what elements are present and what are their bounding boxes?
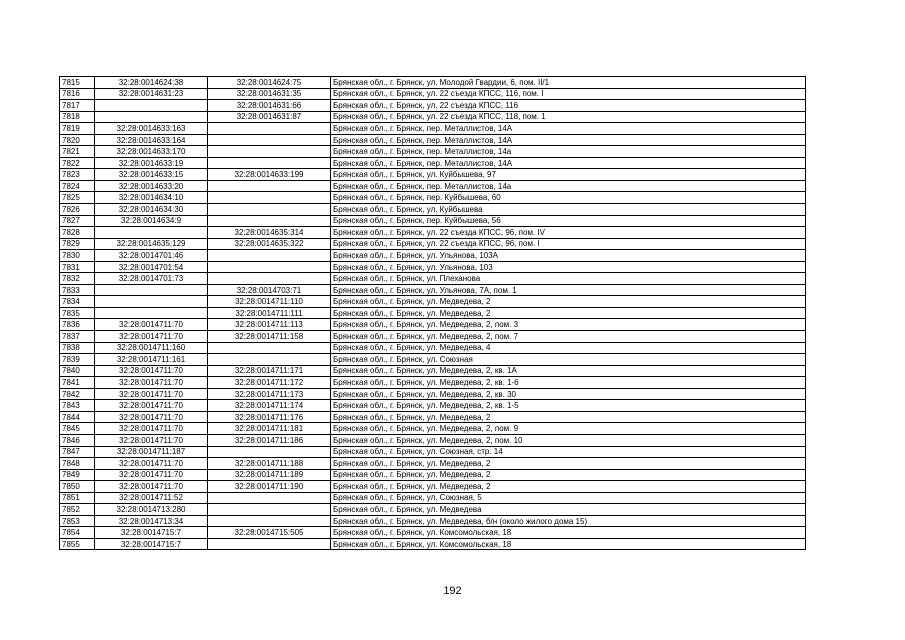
- address-cell: Брянская обл., г. Брянск, ул. Медведева, 2: [331, 411, 806, 423]
- cadastral-registry-table: [59, 76, 806, 550]
- object-cadastral-number-cell: 32:28:0014635:322: [208, 238, 331, 250]
- table-row: [60, 423, 806, 435]
- object-cadastral-number-cell: 32:28:0014635:314: [208, 227, 331, 239]
- object-cadastral-number-cell: [208, 538, 331, 550]
- row-number-cell: 7825: [60, 192, 95, 204]
- address-cell: Брянская обл., г. Брянск, ул. 22 съезда КПСС, 96, пом. I: [331, 238, 806, 250]
- object-cadastral-number-cell: [208, 180, 331, 192]
- row-number-cell: 7851: [60, 492, 95, 504]
- cadastral-number-cell: 32:28:0014701:73: [95, 273, 208, 285]
- cadastral-number-cell: [95, 307, 208, 319]
- row-number-cell: 7848: [60, 458, 95, 470]
- address-cell: Брянская обл., г. Брянск, ул. Медведева, б/н (около жилого дома 15): [331, 515, 806, 527]
- row-number-cell: 7842: [60, 388, 95, 400]
- address-cell: Брянская обл., г. Брянск, ул. Плеханова: [331, 273, 806, 285]
- row-number-cell: 7831: [60, 261, 95, 273]
- row-number-cell: 7830: [60, 250, 95, 262]
- table-row: [60, 481, 806, 493]
- address-cell: Брянская обл., г. Брянск, пер. Металлистов, 14а: [331, 180, 806, 192]
- table-row: [60, 377, 806, 389]
- table-row: [60, 446, 806, 458]
- address-cell: Брянская обл., г. Брянск, ул. Медведева, 2, кв. 1А: [331, 365, 806, 377]
- object-cadastral-number-cell: [208, 192, 331, 204]
- cadastral-number-cell: 32:28:0014711:70: [95, 469, 208, 481]
- address-cell: Брянская обл., г. Брянск, ул. Медведева, 2: [331, 458, 806, 470]
- row-number-cell: 7822: [60, 157, 95, 169]
- cadastral-number-cell: 32:28:0014711:70: [95, 377, 208, 389]
- address-cell: Брянская обл., г. Брянск, ул. Союзная, стр. 14: [331, 446, 806, 458]
- row-number-cell: 7836: [60, 319, 95, 331]
- cadastral-number-cell: 32:28:0014711:70: [95, 423, 208, 435]
- address-cell: Брянская обл., г. Брянск, ул. Ульянова, 7А, пом. 1: [331, 284, 806, 296]
- cadastral-number-cell: 32:28:0014711:160: [95, 342, 208, 354]
- table-row: [60, 354, 806, 366]
- address-cell: Брянская обл., г. Брянск, ул. Куйбышева, 97: [331, 169, 806, 181]
- address-cell: Брянская обл., г. Брянск, пер. Куйбышева, 60: [331, 192, 806, 204]
- cadastral-number-cell: [95, 111, 208, 123]
- row-number-cell: 7821: [60, 146, 95, 158]
- object-cadastral-number-cell: 32:28:0014711:174: [208, 400, 331, 412]
- cadastral-number-cell: 32:28:0014633:19: [95, 157, 208, 169]
- object-cadastral-number-cell: 32:28:0014711:173: [208, 388, 331, 400]
- object-cadastral-number-cell: 32:28:0014631:66: [208, 100, 331, 112]
- address-cell: Брянская обл., г. Брянск, ул. Медведева, 2: [331, 307, 806, 319]
- address-cell: Брянская обл., г. Брянск, ул. Медведева, 2, кв. 1-5: [331, 400, 806, 412]
- object-cadastral-number-cell: [208, 342, 331, 354]
- object-cadastral-number-cell: 32:28:0014711:171: [208, 365, 331, 377]
- row-number-cell: 7838: [60, 342, 95, 354]
- table-row: [60, 238, 806, 250]
- cadastral-number-cell: [95, 296, 208, 308]
- object-cadastral-number-cell: [208, 157, 331, 169]
- cadastral-number-cell: 32:28:0014711:52: [95, 492, 208, 504]
- object-cadastral-number-cell: [208, 273, 331, 285]
- table-row: [60, 88, 806, 100]
- object-cadastral-number-cell: [208, 146, 331, 158]
- row-number-cell: 7855: [60, 538, 95, 550]
- object-cadastral-number-cell: 32:28:0014711:188: [208, 458, 331, 470]
- cadastral-number-cell: 32:28:0014634:30: [95, 204, 208, 216]
- table-row: [60, 180, 806, 192]
- cadastral-number-cell: 32:28:0014631:23: [95, 88, 208, 100]
- row-number-cell: 7824: [60, 180, 95, 192]
- object-cadastral-number-cell: 32:28:0014711:110: [208, 296, 331, 308]
- table-row: [60, 284, 806, 296]
- object-cadastral-number-cell: [208, 204, 331, 216]
- table-row: [60, 227, 806, 239]
- cadastral-number-cell: 32:28:0014633:20: [95, 180, 208, 192]
- address-cell: Брянская обл., г. Брянск, ул. Комсомольская, 18: [331, 527, 806, 539]
- address-cell: Брянская обл., г. Брянск, ул. Медведева, 2: [331, 481, 806, 493]
- table-row: [60, 146, 806, 158]
- row-number-cell: 7847: [60, 446, 95, 458]
- table-row: [60, 319, 806, 331]
- table-row: [60, 504, 806, 516]
- object-cadastral-number-cell: 32:28:0014711:113: [208, 319, 331, 331]
- cadastral-number-cell: 32:28:0014711:70: [95, 319, 208, 331]
- cadastral-number-cell: 32:28:0014711:187: [95, 446, 208, 458]
- table-row: [60, 458, 806, 470]
- cadastral-number-cell: 32:28:0014711:70: [95, 434, 208, 446]
- row-number-cell: 7827: [60, 215, 95, 227]
- cadastral-number-cell: [95, 284, 208, 296]
- row-number-cell: 7837: [60, 331, 95, 343]
- address-cell: Брянская обл., г. Брянск, ул. Медведева, 4: [331, 342, 806, 354]
- row-number-cell: 7816: [60, 88, 95, 100]
- table-row: [60, 527, 806, 539]
- address-cell: Брянская обл., г. Брянск, ул. Молодой Гвардии, 6, пом. II/1: [331, 77, 806, 89]
- object-cadastral-number-cell: 32:28:0014633:199: [208, 169, 331, 181]
- table-row: [60, 273, 806, 285]
- row-number-cell: 7854: [60, 527, 95, 539]
- row-number-cell: 7819: [60, 123, 95, 135]
- address-cell: Брянская обл., г. Брянск, ул. Комсомольская, 18: [331, 538, 806, 550]
- cadastral-number-cell: 32:28:0014713:34: [95, 515, 208, 527]
- cadastral-number-cell: [95, 100, 208, 112]
- row-number-cell: 7845: [60, 423, 95, 435]
- row-number-cell: 7828: [60, 227, 95, 239]
- row-number-cell: 7850: [60, 481, 95, 493]
- address-cell: Брянская обл., г. Брянск, пер. Металлистов, 14а: [331, 146, 806, 158]
- address-cell: Брянская обл., г. Брянск, ул. Союзная: [331, 354, 806, 366]
- row-number-cell: 7849: [60, 469, 95, 481]
- row-number-cell: 7818: [60, 111, 95, 123]
- table-row: [60, 469, 806, 481]
- address-cell: Брянская обл., г. Брянск, ул. Медведева, 2, пом. 3: [331, 319, 806, 331]
- table-row: [60, 123, 806, 135]
- table-row: [60, 100, 806, 112]
- object-cadastral-number-cell: 32:28:0014631:35: [208, 88, 331, 100]
- table-row: [60, 204, 806, 216]
- row-number-cell: 7834: [60, 296, 95, 308]
- address-cell: Брянская обл., г. Брянск, ул. Медведева, 2, кв. 1-6: [331, 377, 806, 389]
- address-cell: Брянская обл., г. Брянск, ул. Куйбышева: [331, 204, 806, 216]
- cadastral-number-cell: 32:28:0014711:70: [95, 411, 208, 423]
- cadastral-number-cell: 32:28:0014713:280: [95, 504, 208, 516]
- object-cadastral-number-cell: 32:28:0014624:75: [208, 77, 331, 89]
- row-number-cell: 7844: [60, 411, 95, 423]
- cadastral-number-cell: 32:28:0014633:170: [95, 146, 208, 158]
- object-cadastral-number-cell: [208, 446, 331, 458]
- table-row: [60, 388, 806, 400]
- object-cadastral-number-cell: [208, 215, 331, 227]
- cadastral-number-cell: 32:28:0014711:70: [95, 458, 208, 470]
- table-row: [60, 250, 806, 262]
- table-row: [60, 411, 806, 423]
- table-row: [60, 365, 806, 377]
- table-row: [60, 169, 806, 181]
- address-cell: Брянская обл., г. Брянск, ул. Медведева, 2: [331, 296, 806, 308]
- address-cell: Брянская обл., г. Брянск, ул. Ульянова, 103: [331, 261, 806, 273]
- address-cell: Брянская обл., г. Брянск, ул. Медведева: [331, 504, 806, 516]
- object-cadastral-number-cell: [208, 261, 331, 273]
- cadastral-number-cell: 32:28:0014624:38: [95, 77, 208, 89]
- row-number-cell: 7832: [60, 273, 95, 285]
- object-cadastral-number-cell: 32:28:0014711:190: [208, 481, 331, 493]
- row-number-cell: 7846: [60, 434, 95, 446]
- cadastral-number-cell: 32:28:0014633:164: [95, 134, 208, 146]
- cadastral-number-cell: 32:28:0014711:70: [95, 400, 208, 412]
- row-number-cell: 7829: [60, 238, 95, 250]
- table-row: [60, 515, 806, 527]
- object-cadastral-number-cell: 32:28:0014711:158: [208, 331, 331, 343]
- cadastral-number-cell: 32:28:0014701:54: [95, 261, 208, 273]
- row-number-cell: 7841: [60, 377, 95, 389]
- object-cadastral-number-cell: [208, 250, 331, 262]
- registry-table-body: [60, 77, 806, 550]
- address-cell: Брянская обл., г. Брянск, пер. Металлистов, 14А: [331, 134, 806, 146]
- row-number-cell: 7853: [60, 515, 95, 527]
- address-cell: Брянская обл., г. Брянск, ул. Медведева, 2, пом. 10: [331, 434, 806, 446]
- row-number-cell: 7826: [60, 204, 95, 216]
- cadastral-number-cell: 32:28:0014701:46: [95, 250, 208, 262]
- table-row: [60, 400, 806, 412]
- cadastral-number-cell: 32:28:0014711:161: [95, 354, 208, 366]
- cadastral-number-cell: [95, 227, 208, 239]
- object-cadastral-number-cell: 32:28:0014631:87: [208, 111, 331, 123]
- row-number-cell: 7823: [60, 169, 95, 181]
- object-cadastral-number-cell: [208, 354, 331, 366]
- cadastral-number-cell: 32:28:0014633:15: [95, 169, 208, 181]
- object-cadastral-number-cell: 32:28:0014711:181: [208, 423, 331, 435]
- row-number-cell: 7843: [60, 400, 95, 412]
- table-row: [60, 492, 806, 504]
- address-cell: Брянская обл., г. Брянск, ул. Медведева, 2, кв. 30: [331, 388, 806, 400]
- cadastral-number-cell: 32:28:0014711:70: [95, 481, 208, 493]
- cadastral-number-cell: 32:28:0014711:70: [95, 388, 208, 400]
- address-cell: Брянская обл., г. Брянск, ул. Медведева, 2, пом. 7: [331, 331, 806, 343]
- table-row: [60, 261, 806, 273]
- object-cadastral-number-cell: 32:28:0014711:111: [208, 307, 331, 319]
- address-cell: Брянская обл., г. Брянск, ул. 22 съезда КПСС, 116, пом. I: [331, 88, 806, 100]
- address-cell: Брянская обл., г. Брянск, пер. Куйбышева, 56: [331, 215, 806, 227]
- table-row: [60, 538, 806, 550]
- address-cell: Брянская обл., г. Брянск, ул. 22 съезда КПСС, 118, пом. 1: [331, 111, 806, 123]
- cadastral-number-cell: 32:28:0014715:7: [95, 527, 208, 539]
- address-cell: Брянская обл., г. Брянск, пер. Металлистов, 14А: [331, 123, 806, 135]
- object-cadastral-number-cell: [208, 515, 331, 527]
- object-cadastral-number-cell: 32:28:0014703:71: [208, 284, 331, 296]
- address-cell: Брянская обл., г. Брянск, ул. Медведева, 2: [331, 469, 806, 481]
- row-number-cell: 7815: [60, 77, 95, 89]
- address-cell: Брянская обл., г. Брянск, ул. 22 съезда КПСС, 116: [331, 100, 806, 112]
- table-row: [60, 157, 806, 169]
- object-cadastral-number-cell: 32:28:0014711:176: [208, 411, 331, 423]
- row-number-cell: 7839: [60, 354, 95, 366]
- object-cadastral-number-cell: [208, 504, 331, 516]
- address-cell: Брянская обл., г. Брянск, ул. Медведева, 2, пом. 9: [331, 423, 806, 435]
- row-number-cell: 7840: [60, 365, 95, 377]
- table-row: [60, 307, 806, 319]
- row-number-cell: 7820: [60, 134, 95, 146]
- address-cell: Брянская обл., г. Брянск, ул. Союзная, 5: [331, 492, 806, 504]
- cadastral-number-cell: 32:28:0014711:70: [95, 331, 208, 343]
- row-number-cell: 7833: [60, 284, 95, 296]
- table-row: [60, 192, 806, 204]
- object-cadastral-number-cell: 32:28:0014715:505: [208, 527, 331, 539]
- cadastral-number-cell: 32:28:0014715:7: [95, 538, 208, 550]
- table-row: [60, 134, 806, 146]
- row-number-cell: 7852: [60, 504, 95, 516]
- cadastral-number-cell: 32:28:0014633:163: [95, 123, 208, 135]
- cadastral-number-cell: 32:28:0014634:10: [95, 192, 208, 204]
- page-number: 192: [443, 585, 462, 597]
- object-cadastral-number-cell: [208, 134, 331, 146]
- cadastral-number-cell: 32:28:0014711:70: [95, 365, 208, 377]
- table-row: [60, 342, 806, 354]
- address-cell: Брянская обл., г. Брянск, пер. Металлистов, 14А: [331, 157, 806, 169]
- object-cadastral-number-cell: 32:28:0014711:189: [208, 469, 331, 481]
- object-cadastral-number-cell: 32:28:0014711:172: [208, 377, 331, 389]
- table-row: [60, 77, 806, 89]
- table-row: [60, 111, 806, 123]
- object-cadastral-number-cell: [208, 123, 331, 135]
- cadastral-number-cell: 32:28:0014634:9: [95, 215, 208, 227]
- table-row: [60, 296, 806, 308]
- address-cell: Брянская обл., г. Брянск, ул. Ульянова, 103А: [331, 250, 806, 262]
- row-number-cell: 7817: [60, 100, 95, 112]
- table-row: [60, 434, 806, 446]
- table-row: [60, 331, 806, 343]
- cadastral-number-cell: 32:28:0014635:129: [95, 238, 208, 250]
- row-number-cell: 7835: [60, 307, 95, 319]
- object-cadastral-number-cell: [208, 492, 331, 504]
- address-cell: Брянская обл., г. Брянск, ул. 22 съезда КПСС, 96, пом. IV: [331, 227, 806, 239]
- object-cadastral-number-cell: 32:28:0014711:186: [208, 434, 331, 446]
- table-row: [60, 215, 806, 227]
